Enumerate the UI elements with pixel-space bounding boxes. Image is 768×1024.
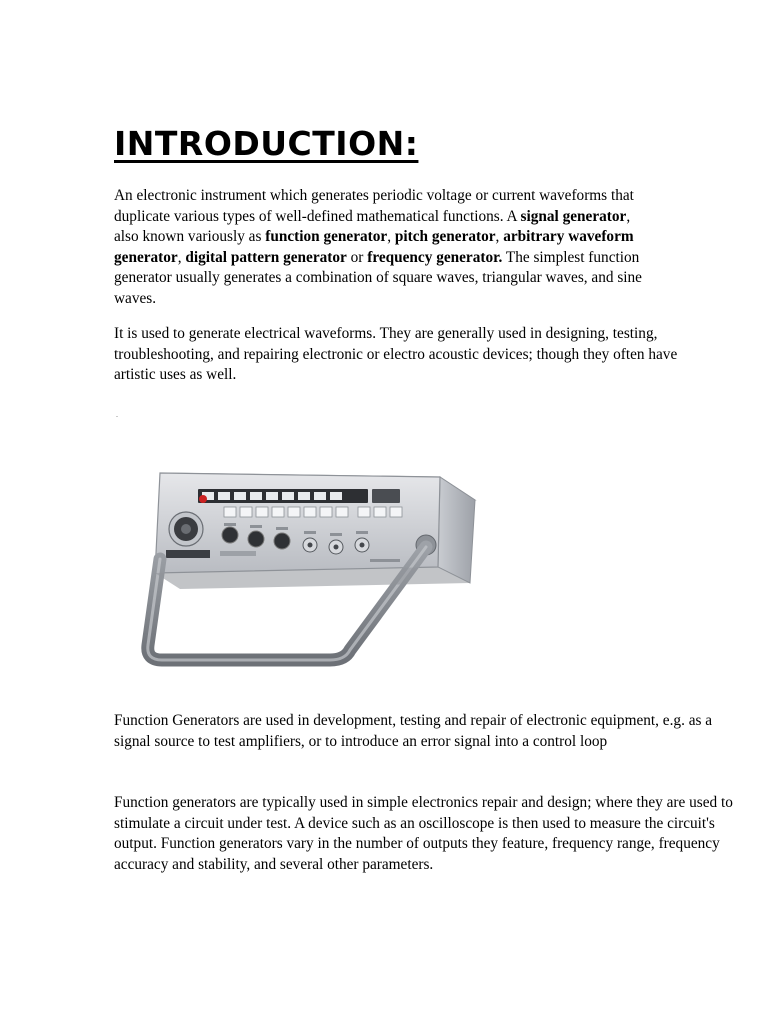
usage-paragraph: It is used to generate electrical waveforms. They are generally used in designing, testing, troubleshooting, and repairing electronic or electro acoustic devices; though they often have artistic uses as well. bbox=[114, 325, 678, 384]
page-title: INTRODUCTION: bbox=[114, 124, 419, 163]
text-run: The simplest function generator usually generates a combination of square waves, triangular waves, and sine waves. bbox=[114, 248, 642, 307]
text-run: , bbox=[495, 228, 504, 246]
separator-dot: . bbox=[116, 410, 118, 419]
term-function-generator: function generator bbox=[265, 228, 388, 246]
term-arbitrary-waveform-generator: arbitrary waveform generator bbox=[114, 228, 634, 266]
applications-paragraph: Function Generators are used in development, testing and repair of electronic equipment, e.g. as a signal source to test amplifiers, or to introduce an error signal into a control loop bbox=[114, 712, 713, 750]
text-run: An electronic instrument which generates periodic voltage or current waveforms that duplicate various types of well-defined mathematical functions. A bbox=[114, 187, 634, 225]
text-run: , also known variously as bbox=[114, 207, 631, 246]
term-pitch-generator: pitch generator bbox=[394, 228, 496, 246]
text-run: , bbox=[387, 228, 395, 246]
details-paragraph: Function generators are typically used in simple electronics repair and design; where they are used to stimulate a circuit under test. A device such as an oscilloscope is then used to measure the circuit's output. Function generators vary in the number of outputs they feature, frequency range, frequency accuracy and stability, and several other parameters. bbox=[114, 794, 733, 873]
function-generator-image bbox=[140, 455, 490, 670]
term-signal-generator: signal generator bbox=[520, 207, 627, 225]
term-frequency-generator: frequency generator. bbox=[367, 248, 503, 266]
intro-paragraph bbox=[114, 186, 654, 310]
term-digital-pattern-generator: digital pattern generator bbox=[185, 248, 347, 266]
text-run: or bbox=[346, 248, 368, 266]
text-run: , bbox=[177, 248, 186, 266]
